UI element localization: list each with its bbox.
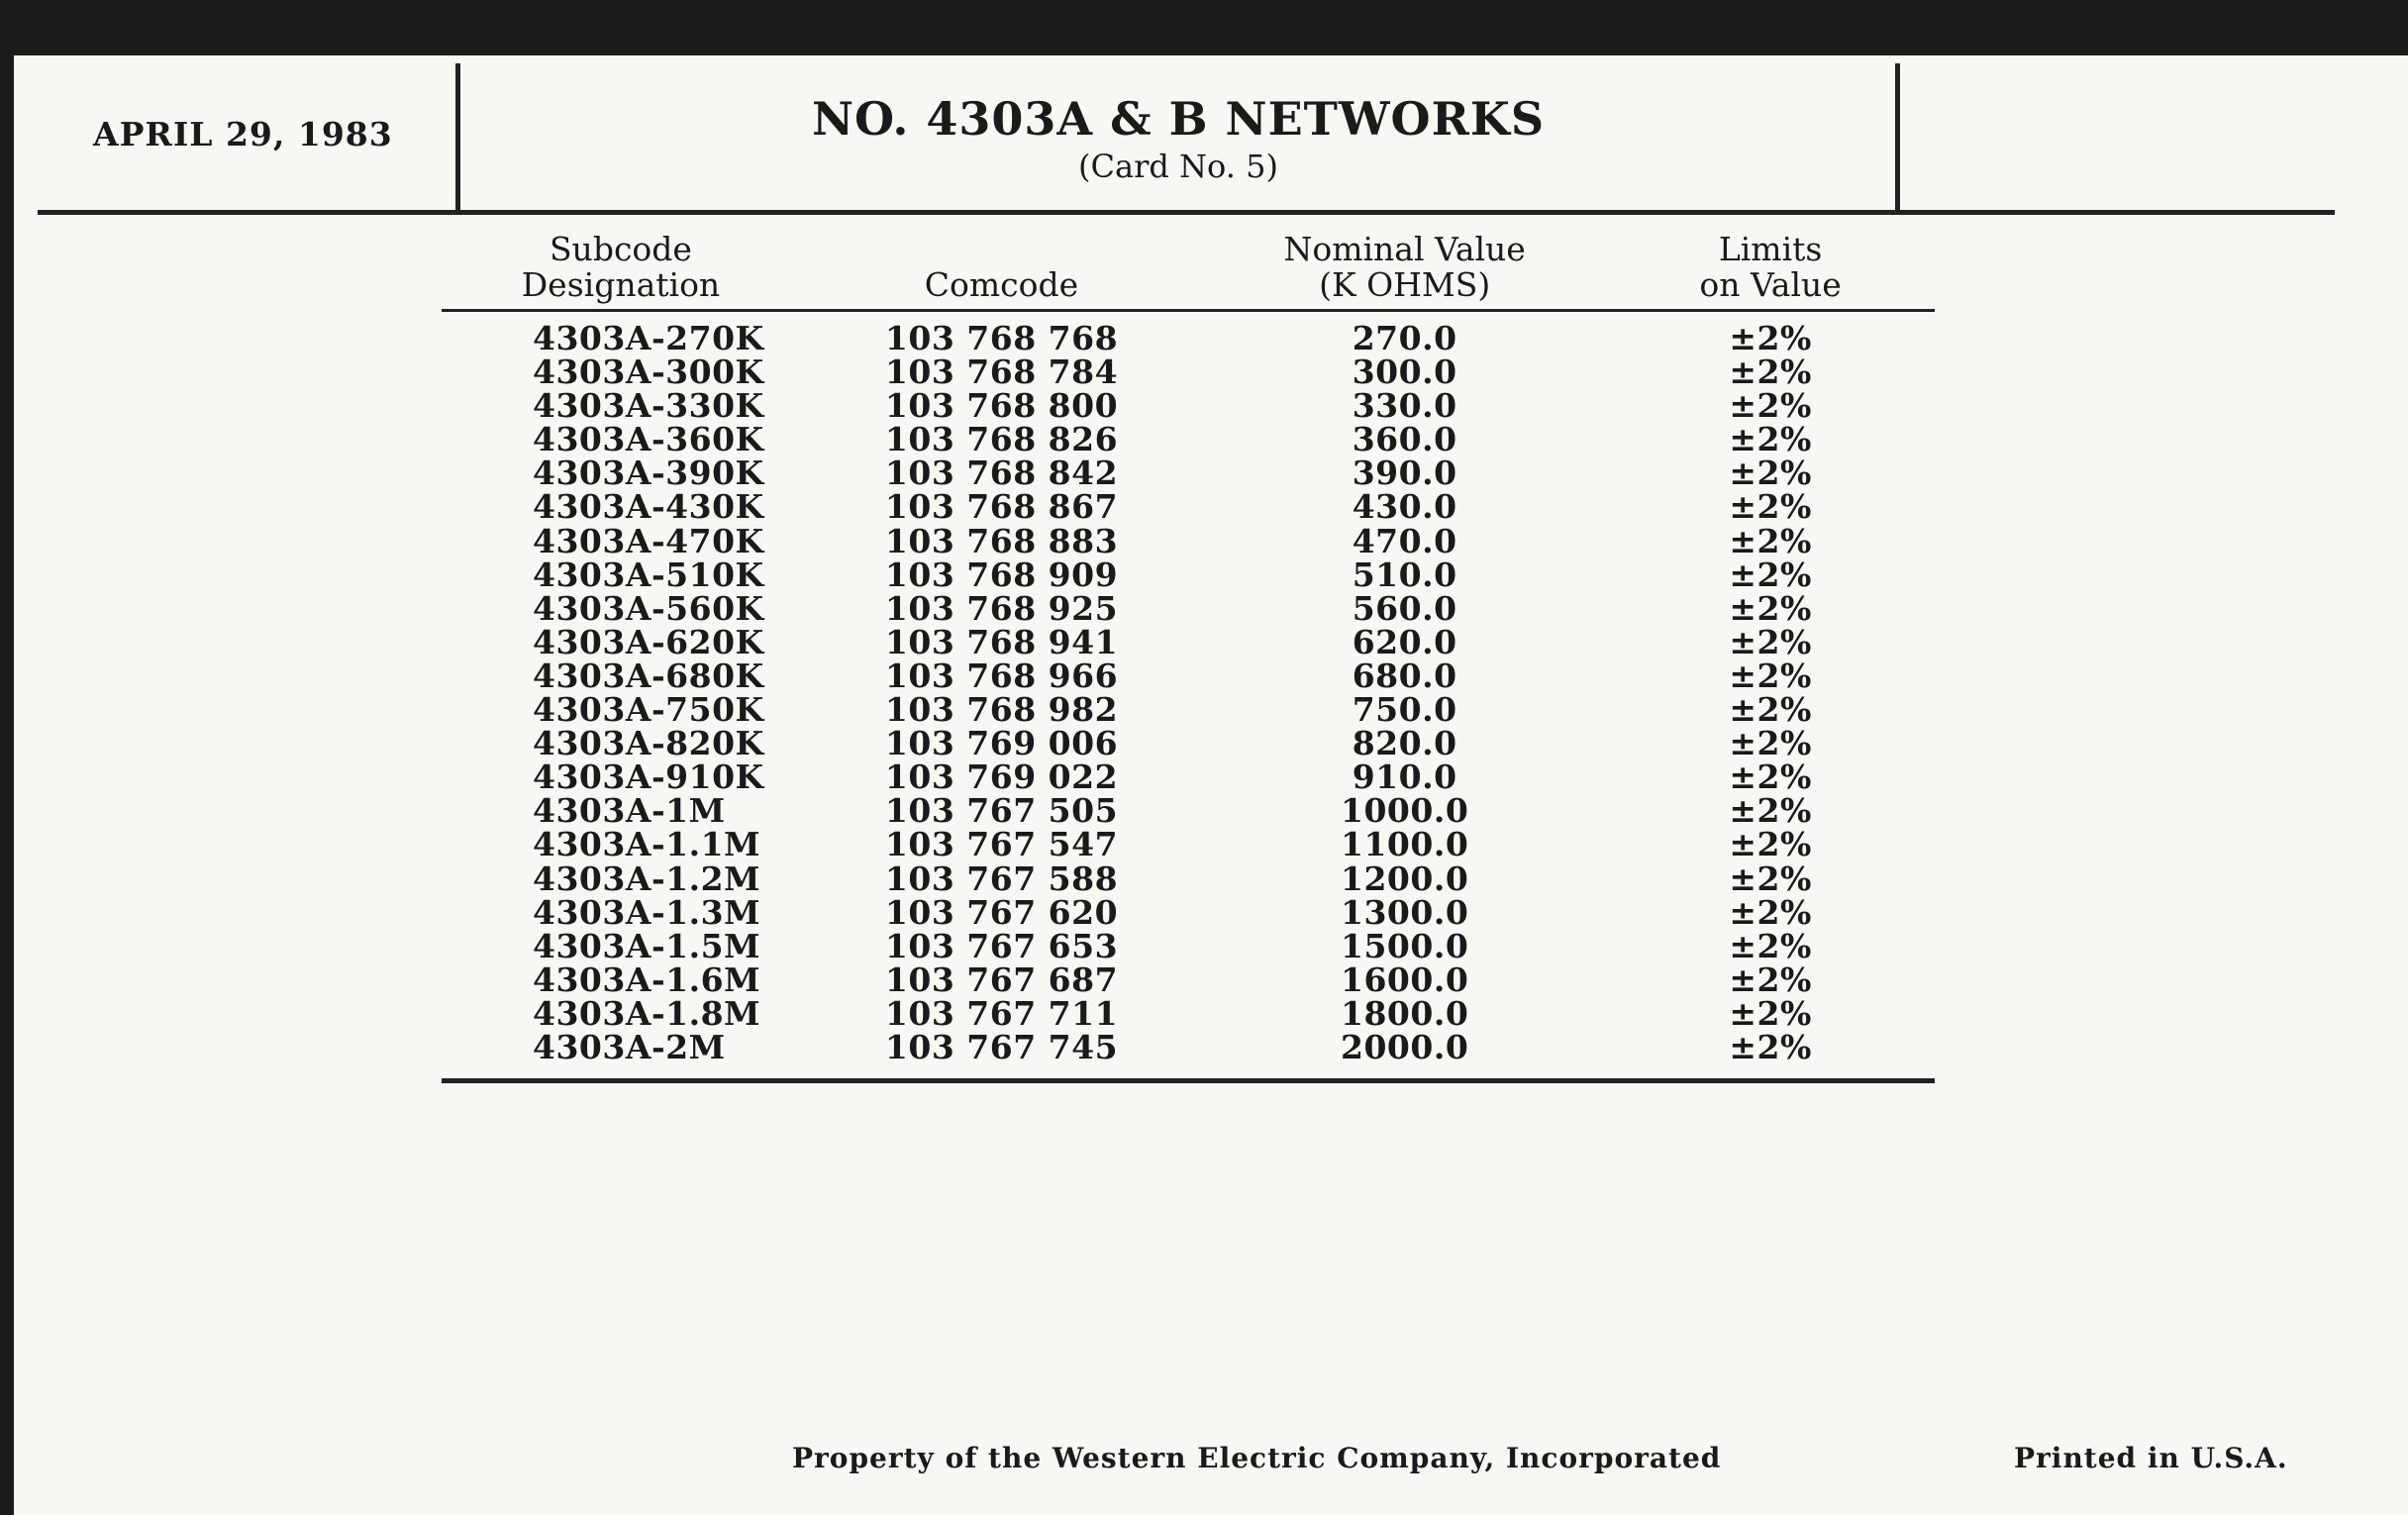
column-header-limits [1606,232,1935,311]
column-header-subcode [442,232,800,311]
nominal-value-cell: 300.0 [1352,353,1457,392]
header-divider-left [455,63,460,212]
limit-cell: ±2% [1729,758,1812,797]
limit-cell: ±2% [1729,319,1812,357]
comcode-cell: 103 768 784 [884,353,1119,392]
limit-cell: ±2% [1729,1027,1812,1066]
header-rule [38,210,2335,215]
issue-date: APRIL 29, 1983 [93,115,393,153]
nominal-value-cell: 510.0 [1352,555,1457,594]
table-row [442,355,1935,389]
table-row [442,693,1935,727]
limit-cell: ±2% [1729,386,1812,426]
comcode-cell: 103 769 006 [884,724,1119,763]
comcode-cell: 103 768 982 [884,690,1119,730]
limit-cell: ±2% [1729,993,1812,1033]
subcode-cell: 4303A-1.1M [533,825,761,864]
limit-cell: ±2% [1729,521,1812,560]
comcode-cell: 103 767 687 [884,960,1119,999]
subcode-cell: 4303A-620K [533,622,764,661]
nominal-value-cell: 910.0 [1352,758,1457,797]
limit-cell: ±2% [1729,487,1812,527]
subcode-cell: 4303A-1.8M [533,993,761,1033]
header-line: Nominal Value [1283,230,1526,268]
table-row [442,997,1935,1031]
subcode-cell: 4303A-1.2M [533,858,761,898]
nominal-value-cell: 390.0 [1352,454,1457,493]
table-header-row [442,232,1935,311]
table-row [442,828,1935,861]
nominal-value-cell: 750.0 [1352,690,1457,730]
header-line: Limits [1718,230,1823,268]
nominal-value-cell: 330.0 [1352,386,1457,426]
subcode-cell: 4303A-560K [533,588,764,628]
limit-cell: ±2% [1729,926,1812,965]
nominal-value-cell: 470.0 [1352,521,1457,560]
limit-cell: ±2% [1729,724,1812,763]
comcode-cell: 103 767 711 [884,993,1119,1033]
nominal-value-cell: 1600.0 [1340,960,1469,999]
table-row [442,456,1935,490]
subcode-cell: 4303A-360K [533,420,764,459]
limit-cell: ±2% [1729,791,1812,831]
card-number: (Card No. 5) [1078,148,1278,185]
limit-cell: ±2% [1729,353,1812,392]
subcode-cell: 4303A-300K [533,353,764,392]
comcode-cell: 103 768 909 [884,555,1119,594]
subcode-cell: 4303A-750K [533,690,764,730]
limit-cell: ±2% [1729,825,1812,864]
header-line: Subcode [549,230,692,268]
limit-cell: ±2% [1729,555,1812,594]
table-row [442,963,1935,997]
document-card [14,55,2408,1515]
table-body [442,311,1935,1079]
subcode-cell: 4303A-820K [533,724,764,763]
subcode-cell: 4303A-470K [533,521,764,560]
networks-table [442,232,1935,1083]
header-line: Designation [521,265,721,304]
table-row [442,558,1935,592]
subcode-cell: 4303A-1M [533,791,726,831]
header-divider-right [1895,63,1900,212]
column-header-comcode [800,232,1203,311]
comcode-cell: 103 768 925 [884,588,1119,628]
table-row [442,423,1935,456]
table-row [442,659,1935,693]
table-row [442,930,1935,963]
limit-cell: ±2% [1729,420,1812,459]
subcode-cell: 4303A-510K [533,555,764,594]
nominal-value-cell: 680.0 [1352,656,1457,695]
header-line: Comcode [924,265,1079,304]
comcode-cell: 103 767 547 [884,825,1119,864]
limit-cell: ±2% [1729,960,1812,999]
table-row [442,389,1935,423]
subcode-cell: 4303A-270K [533,319,764,357]
comcode-cell: 103 768 800 [884,386,1119,426]
subcode-cell: 4303A-1.6M [533,960,761,999]
table-row [442,311,1935,356]
table-row [442,626,1935,659]
comcode-cell: 103 768 941 [884,622,1119,661]
comcode-cell: 103 768 883 [884,521,1119,560]
nominal-value-cell: 820.0 [1352,724,1457,763]
comcode-cell: 103 767 745 [884,1027,1119,1066]
limit-cell: ±2% [1729,858,1812,898]
subcode-cell: 4303A-330K [533,386,764,426]
comcode-cell: 103 768 768 [884,319,1119,357]
subcode-cell: 4303A-680K [533,656,764,695]
limit-cell: ±2% [1729,656,1812,695]
table-row [442,862,1935,896]
table-row [442,727,1935,760]
table-row [442,896,1935,930]
comcode-cell: 103 768 842 [884,454,1119,493]
limit-cell: ±2% [1729,588,1812,628]
nominal-value-cell: 430.0 [1352,487,1457,527]
subcode-cell: 4303A-430K [533,487,764,527]
nominal-value-cell: 1300.0 [1340,892,1469,932]
comcode-cell: 103 767 505 [884,791,1119,831]
nominal-value-cell: 1100.0 [1340,825,1469,864]
comcode-cell: 103 767 620 [884,892,1119,932]
nominal-value-cell: 2000.0 [1340,1027,1469,1066]
table-row [442,794,1935,828]
comcode-cell: 103 768 826 [884,420,1119,459]
nominal-value-cell: 1000.0 [1340,791,1469,831]
limit-cell: ±2% [1729,690,1812,730]
property-notice: Property of the Western Electric Company, Incorporated [792,1442,1722,1474]
nominal-value-cell: 1200.0 [1340,858,1469,898]
nominal-value-cell: 1800.0 [1340,993,1469,1033]
header-line: (K OHMS) [1319,265,1491,304]
title-block [461,91,1895,186]
limit-cell: ±2% [1729,892,1812,932]
table-bottom-rule [442,1078,1935,1083]
table-row [442,1031,1935,1078]
subcode-cell: 4303A-1.3M [533,892,761,932]
nominal-value-cell: 620.0 [1352,622,1457,661]
printed-notice: Printed in U.S.A. [2014,1442,2288,1474]
table-row [442,760,1935,794]
nominal-value-cell: 360.0 [1352,420,1457,459]
subcode-cell: 4303A-910K [533,758,764,797]
subcode-cell: 4303A-1.5M [533,926,761,965]
nominal-value-cell: 1500.0 [1340,926,1469,965]
table-row [442,525,1935,558]
document-title: NO. 4303A & B NETWORKS [811,92,1546,146]
comcode-cell: 103 769 022 [884,758,1119,797]
table-row [442,592,1935,626]
subcode-cell: 4303A-390K [533,454,764,493]
nominal-value-cell: 270.0 [1352,319,1457,357]
subcode-cell: 4303A-2M [533,1027,726,1066]
limit-cell: ±2% [1729,454,1812,493]
comcode-cell: 103 767 653 [884,926,1119,965]
comcode-cell: 103 767 588 [884,858,1119,898]
comcode-cell: 103 768 966 [884,656,1119,695]
limit-cell: ±2% [1729,622,1812,661]
header-line: on Value [1699,265,1842,304]
nominal-value-cell: 560.0 [1352,588,1457,628]
table-row [442,490,1935,524]
comcode-cell: 103 768 867 [884,487,1119,527]
column-header-nominal-value [1203,232,1606,311]
